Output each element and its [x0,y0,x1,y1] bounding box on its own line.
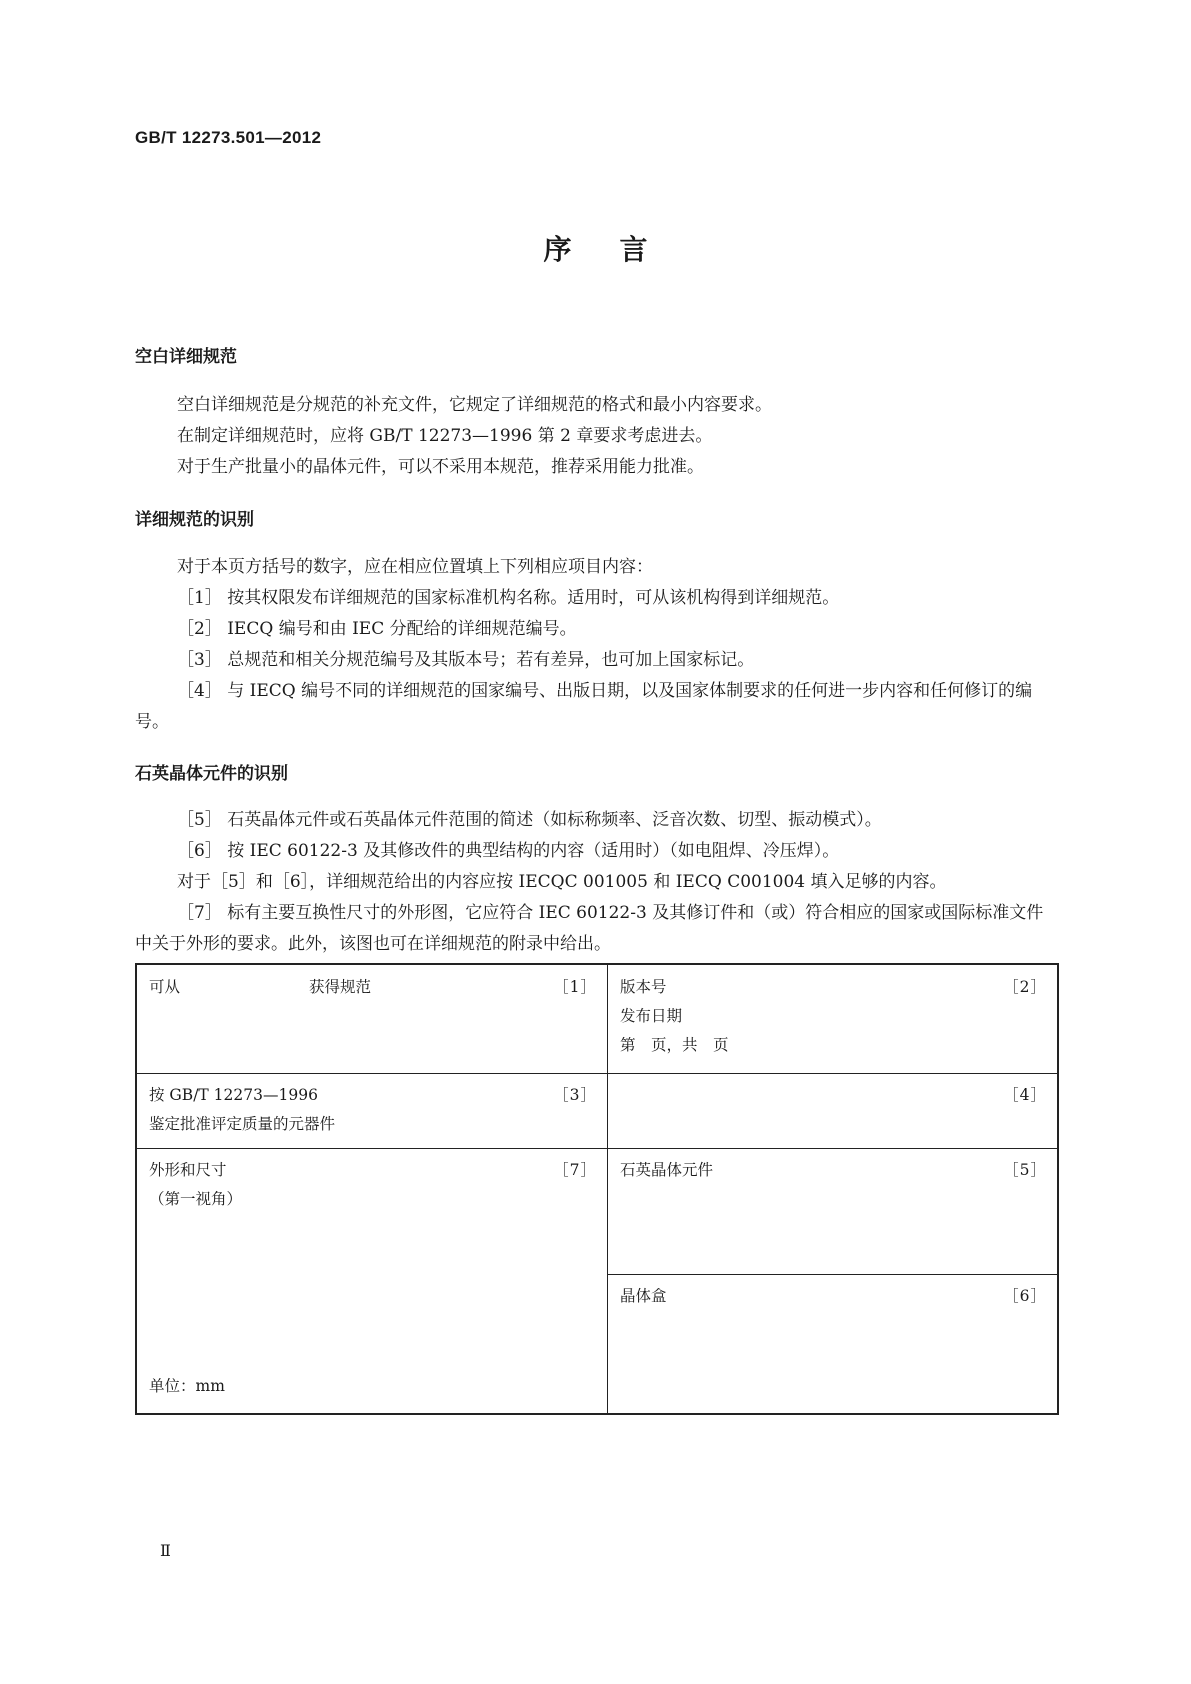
paragraph: ［3］ 总规范和相关分规范编号及其版本号；若有差异，也可加上国家标记。 [177,650,755,670]
crystal-unit-label: 石英晶体元件 [620,1161,714,1179]
paragraph: 空白详细规范是分规范的补充文件，它规定了详细规范的格式和最小内容要求。 [177,395,772,415]
issue-date-label: 发布日期 [620,1007,683,1025]
paragraph: ［2］ IECQ 编号和由 IEC 分配给的详细规范编号。 [177,619,577,639]
ref-5: ［5］ [1003,1161,1047,1179]
paragraph: ［6］ 按 IEC 60122-3 及其修改件的典型结构的内容（适用时）（如电阻焊、冷压焊）。 [177,841,840,861]
heading-blank-spec: 空白详细规范 [135,347,237,367]
paragraph: ［4］ 与 IECQ 编号不同的详细规范的国家编号、出版日期，以及国家体制要求的任何进一步内容和任何修订的编号。 [135,681,1033,732]
unit-label: 单位：mm [149,1377,225,1395]
cell-quality-assessment [137,1073,607,1148]
cell-available-from [137,965,607,1073]
ref-6: ［6］ [1003,1287,1047,1305]
ref-1: ［1］ [553,978,597,996]
standard-code: GB/T 12273.501—2012 [135,128,322,147]
ref-7: ［7］ [553,1161,597,1179]
paragraph: ［1］ 按其权限发布详细规范的国家标准机构名称。适用时，可从该机构得到详细规范。 [177,588,840,608]
cell-national-number [608,1073,1057,1148]
cell-crystal-unit [608,1148,1057,1274]
spec-header-table [135,963,1059,1415]
available-from-label: 可从 [149,978,181,996]
cell-crystal-holder [608,1274,1057,1413]
page-number: Ⅱ [160,1541,171,1560]
outline-dimensions-label: 外形和尺寸 [149,1161,227,1179]
edition-label: 版本号 [620,978,667,996]
heading-crystal-identification: 石英晶体元件的识别 [135,764,288,784]
qualification-text: 鉴定批准评定质量的元器件 [149,1115,336,1133]
cell-edition [608,965,1057,1073]
paragraph: 对于本页方括号的数字，应在相应位置填上下列相应项目内容： [177,557,653,577]
page-count-label: 第 页，共 页 [620,1036,729,1054]
paragraph: ［5］ 石英晶体元件或石英晶体元件范围的简述（如标称频率、泛音次数、切型、振动模式）。 [177,810,882,830]
ref-4: ［4］ [1003,1086,1047,1104]
paragraph: 对于［5］和［6］，详细规范给出的内容应按 IECQC 001005 和 IECQ C001004 填入足够的内容。 [177,872,947,892]
paragraph: ［7］ 标有主要互换性尺寸的外形图，它应符合 IEC 60122-3 及其修订件和（或）符合相应的国家或国际标准文件中关于外形的要求。此外，该图也可在详细规范的附录中给出。 [135,903,1044,954]
cell-outline-dimensions [137,1148,607,1413]
standard-reference: 按 GB/T 12273—1996 [149,1086,318,1104]
ref-3: ［3］ [553,1086,597,1104]
crystal-holder-label: 晶体盒 [620,1287,667,1305]
page-title: 序言 [543,233,696,266]
obtain-spec-label: 获得规范 [309,978,372,996]
heading-spec-identification: 详细规范的识别 [135,510,254,530]
ref-2: ［2］ [1003,978,1047,996]
paragraph: 对于生产批量小的晶体元件，可以不采用本规范，推荐采用能力批准。 [177,457,704,477]
first-angle-label: （第一视角） [149,1190,243,1208]
paragraph: 在制定详细规范时，应将 GB/T 12273—1996 第 2 章要求考虑进去。 [177,426,713,446]
